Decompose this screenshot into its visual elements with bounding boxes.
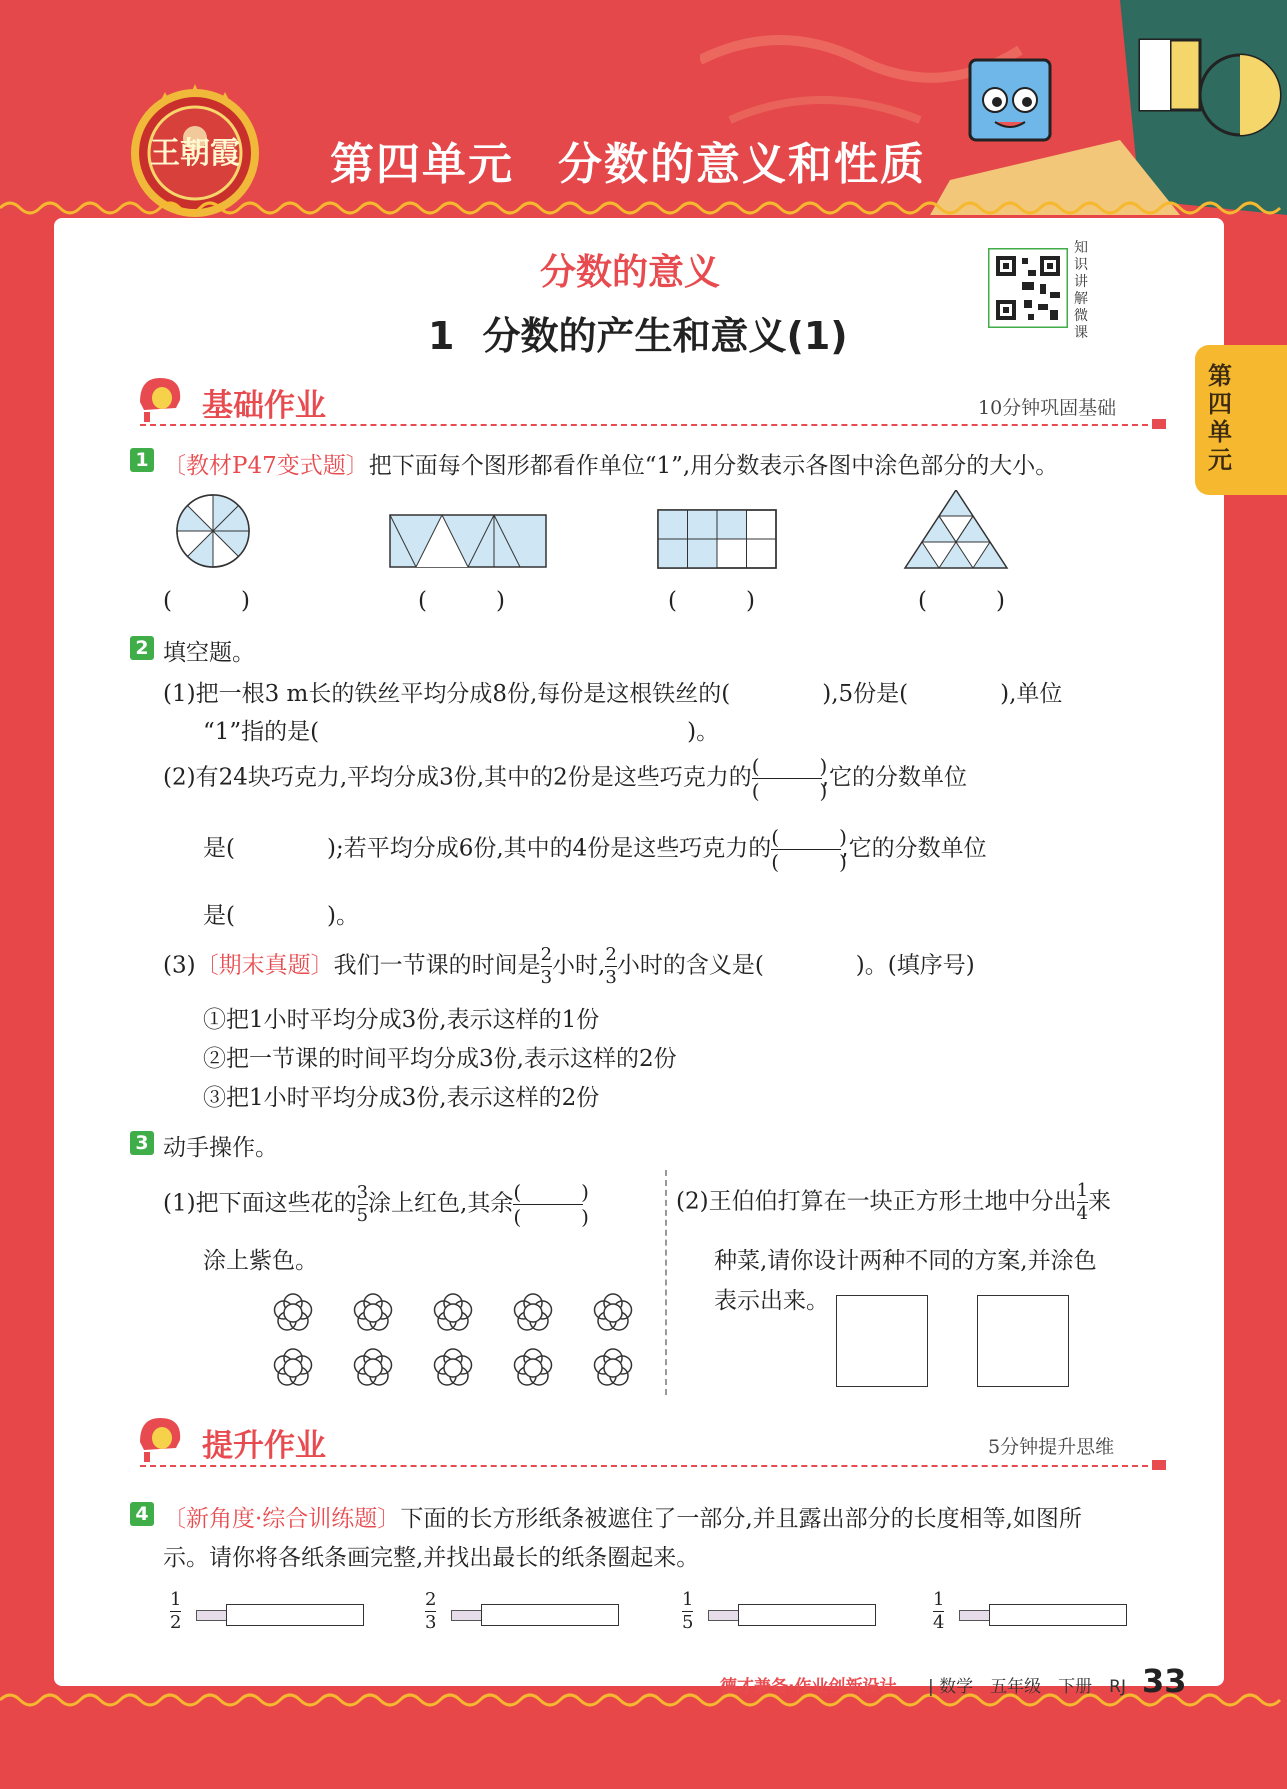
q1-answer-2[interactable]: ( ) <box>418 588 505 614</box>
q1-text: 〔教材P47变式题〕把下面每个图形都看作单位“1”,用分数表示各图中涂色部分的大小。 <box>163 453 1059 479</box>
section-bell-icon-2 <box>130 1412 186 1464</box>
q4-strip-1-exposed <box>196 1610 228 1621</box>
q2-option-2: ②把一节课的时间平均分成3份,表示这样的2份 <box>203 1046 677 1072</box>
basic-section-title: 基础作业 <box>202 388 326 424</box>
q2-option-1: ①把1小时平均分成3份,表示这样的1份 <box>203 1007 600 1033</box>
q4-strip-2-cover <box>481 1604 619 1626</box>
q1-figure-grid <box>658 510 776 568</box>
footer-info: | 数学 五年级 下册 RJ <box>928 1677 1126 1697</box>
q2-part3: (3)〔期末真题〕我们一节课的时间是 $\frac{2}{3}$ 小时, $\frac{2}{3}$ 小时的含义是( )。(填序号) <box>163 944 975 988</box>
q2-part2-line1: (2)有24块巧克力,平均分成3份,其中的2份是这些巧克力的 $\frac{( )}{( )}$ ,它的分数单位 <box>163 754 968 803</box>
q4-strip-1-cover <box>226 1604 364 1626</box>
q2-part1-line1: (1)把一根3 m长的铁丝平均分成8份,每份是这根铁丝的( ),5份是( ),单位 <box>163 681 1063 707</box>
q2-title: 填空题。 <box>163 640 255 666</box>
top-wave-border <box>0 198 1287 218</box>
q3-square-2[interactable] <box>977 1295 1069 1387</box>
section-heading: 分数的意义 <box>540 252 721 293</box>
q4-strip-3-exposed <box>708 1610 740 1621</box>
q3-square-1[interactable] <box>836 1295 928 1387</box>
q4-strip-3-cover <box>738 1604 876 1626</box>
q1-answer-1[interactable]: ( ) <box>163 588 250 614</box>
logo-text: 王朝霞 <box>150 136 240 171</box>
q2-option-3: ③把1小时平均分成3份,表示这样的2份 <box>203 1085 600 1111</box>
q2-badge: 2 <box>130 636 154 660</box>
q1-figure-circle <box>177 495 249 567</box>
q2-part2-line2: 是( );若平均分成6份,其中的4份是这些巧克力的 $\frac{( )}{( )}$ ,它的分数单位 <box>203 825 987 874</box>
q1-badge: 1 <box>130 448 154 472</box>
q3-title: 动手操作。 <box>163 1135 278 1161</box>
q1-answer-4[interactable]: ( ) <box>918 588 1005 614</box>
q1-answer-3[interactable]: ( ) <box>668 588 755 614</box>
lesson-title: 1 分数的产生和意义(1) <box>428 314 848 358</box>
basic-section-divider <box>140 424 1158 426</box>
q3-part2-line3: 表示出来。 <box>714 1288 829 1314</box>
advance-section-title: 提升作业 <box>202 1428 326 1464</box>
q4-strip-4[interactable]: $\frac{1}{4}$ <box>933 1589 945 1633</box>
q4-text-line2: 示。请你将各纸条画完整,并找出最长的纸条圈起来。 <box>163 1545 700 1571</box>
advance-section-divider <box>140 1465 1158 1467</box>
divider-end-2 <box>1152 1460 1166 1470</box>
footer-publisher: 德才兼备·作业创新设计 <box>720 1677 897 1697</box>
q3-badge: 3 <box>130 1131 154 1155</box>
q3-part2-line2: 种菜,请你设计两种不同的方案,并涂色 <box>714 1248 1097 1274</box>
page-number: 33 <box>1142 1662 1187 1700</box>
q3-part1-line1: (1)把下面这些花的 $\frac{3}{5}$ 涂上红色,其余 $\frac{( )}{( )}$ <box>163 1180 589 1229</box>
q4-badge: 4 <box>130 1502 154 1526</box>
q4-strip-2[interactable]: $\frac{2}{3}$ <box>425 1589 437 1633</box>
section-bell-icon <box>130 372 186 424</box>
q3-fraction-blank[interactable]: $\frac{( )}{( )}$ <box>513 1180 589 1229</box>
q1-figure-triangle <box>905 490 1007 568</box>
q1-figures <box>170 490 1090 580</box>
qr-code[interactable] <box>988 248 1068 328</box>
q2-part1-line2: “1”指的是( )。 <box>203 719 720 745</box>
q4-strip-4-exposed <box>959 1610 991 1621</box>
q4-strip-2-exposed <box>451 1610 483 1621</box>
q3-column-divider <box>665 1170 667 1395</box>
q2-fraction-blank-1[interactable]: $\frac{( )}{( )}$ <box>751 754 828 803</box>
q1-figure-rectangle <box>390 515 546 567</box>
q4-strip-3[interactable]: $\frac{1}{5}$ <box>682 1589 694 1633</box>
q4-strip-4-cover <box>989 1604 1127 1626</box>
q4-strip-1[interactable]: $\frac{1}{2}$ <box>170 1589 182 1633</box>
banner-title: 第四单元 分数的意义和性质 <box>330 139 926 190</box>
q2-part2-line3: 是( )。 <box>203 903 359 929</box>
advance-section-tag: 5分钟提升思维 <box>988 1436 1115 1458</box>
basic-section-tag: 10分钟巩固基础 <box>978 397 1117 419</box>
q4-text-line1: 〔新角度·综合训练题〕下面的长方形纸条被遮住了一部分,并且露出部分的长度相等,如图所 <box>163 1506 1082 1532</box>
q3-part1-line2: 涂上紫色。 <box>203 1248 318 1274</box>
qr-label: 知识讲解微课 <box>1074 240 1088 341</box>
q2-fraction-blank-2[interactable]: $\frac{( )}{( )}$ <box>771 825 847 874</box>
q3-flowers[interactable] <box>262 1286 652 1396</box>
side-tab-label: 第四单元 <box>1208 362 1232 474</box>
divider-end <box>1152 419 1166 429</box>
q3-part2-line1: (2)王伯伯打算在一块正方形土地中分出 $\frac{1}{4}$ 来 <box>676 1180 1112 1224</box>
